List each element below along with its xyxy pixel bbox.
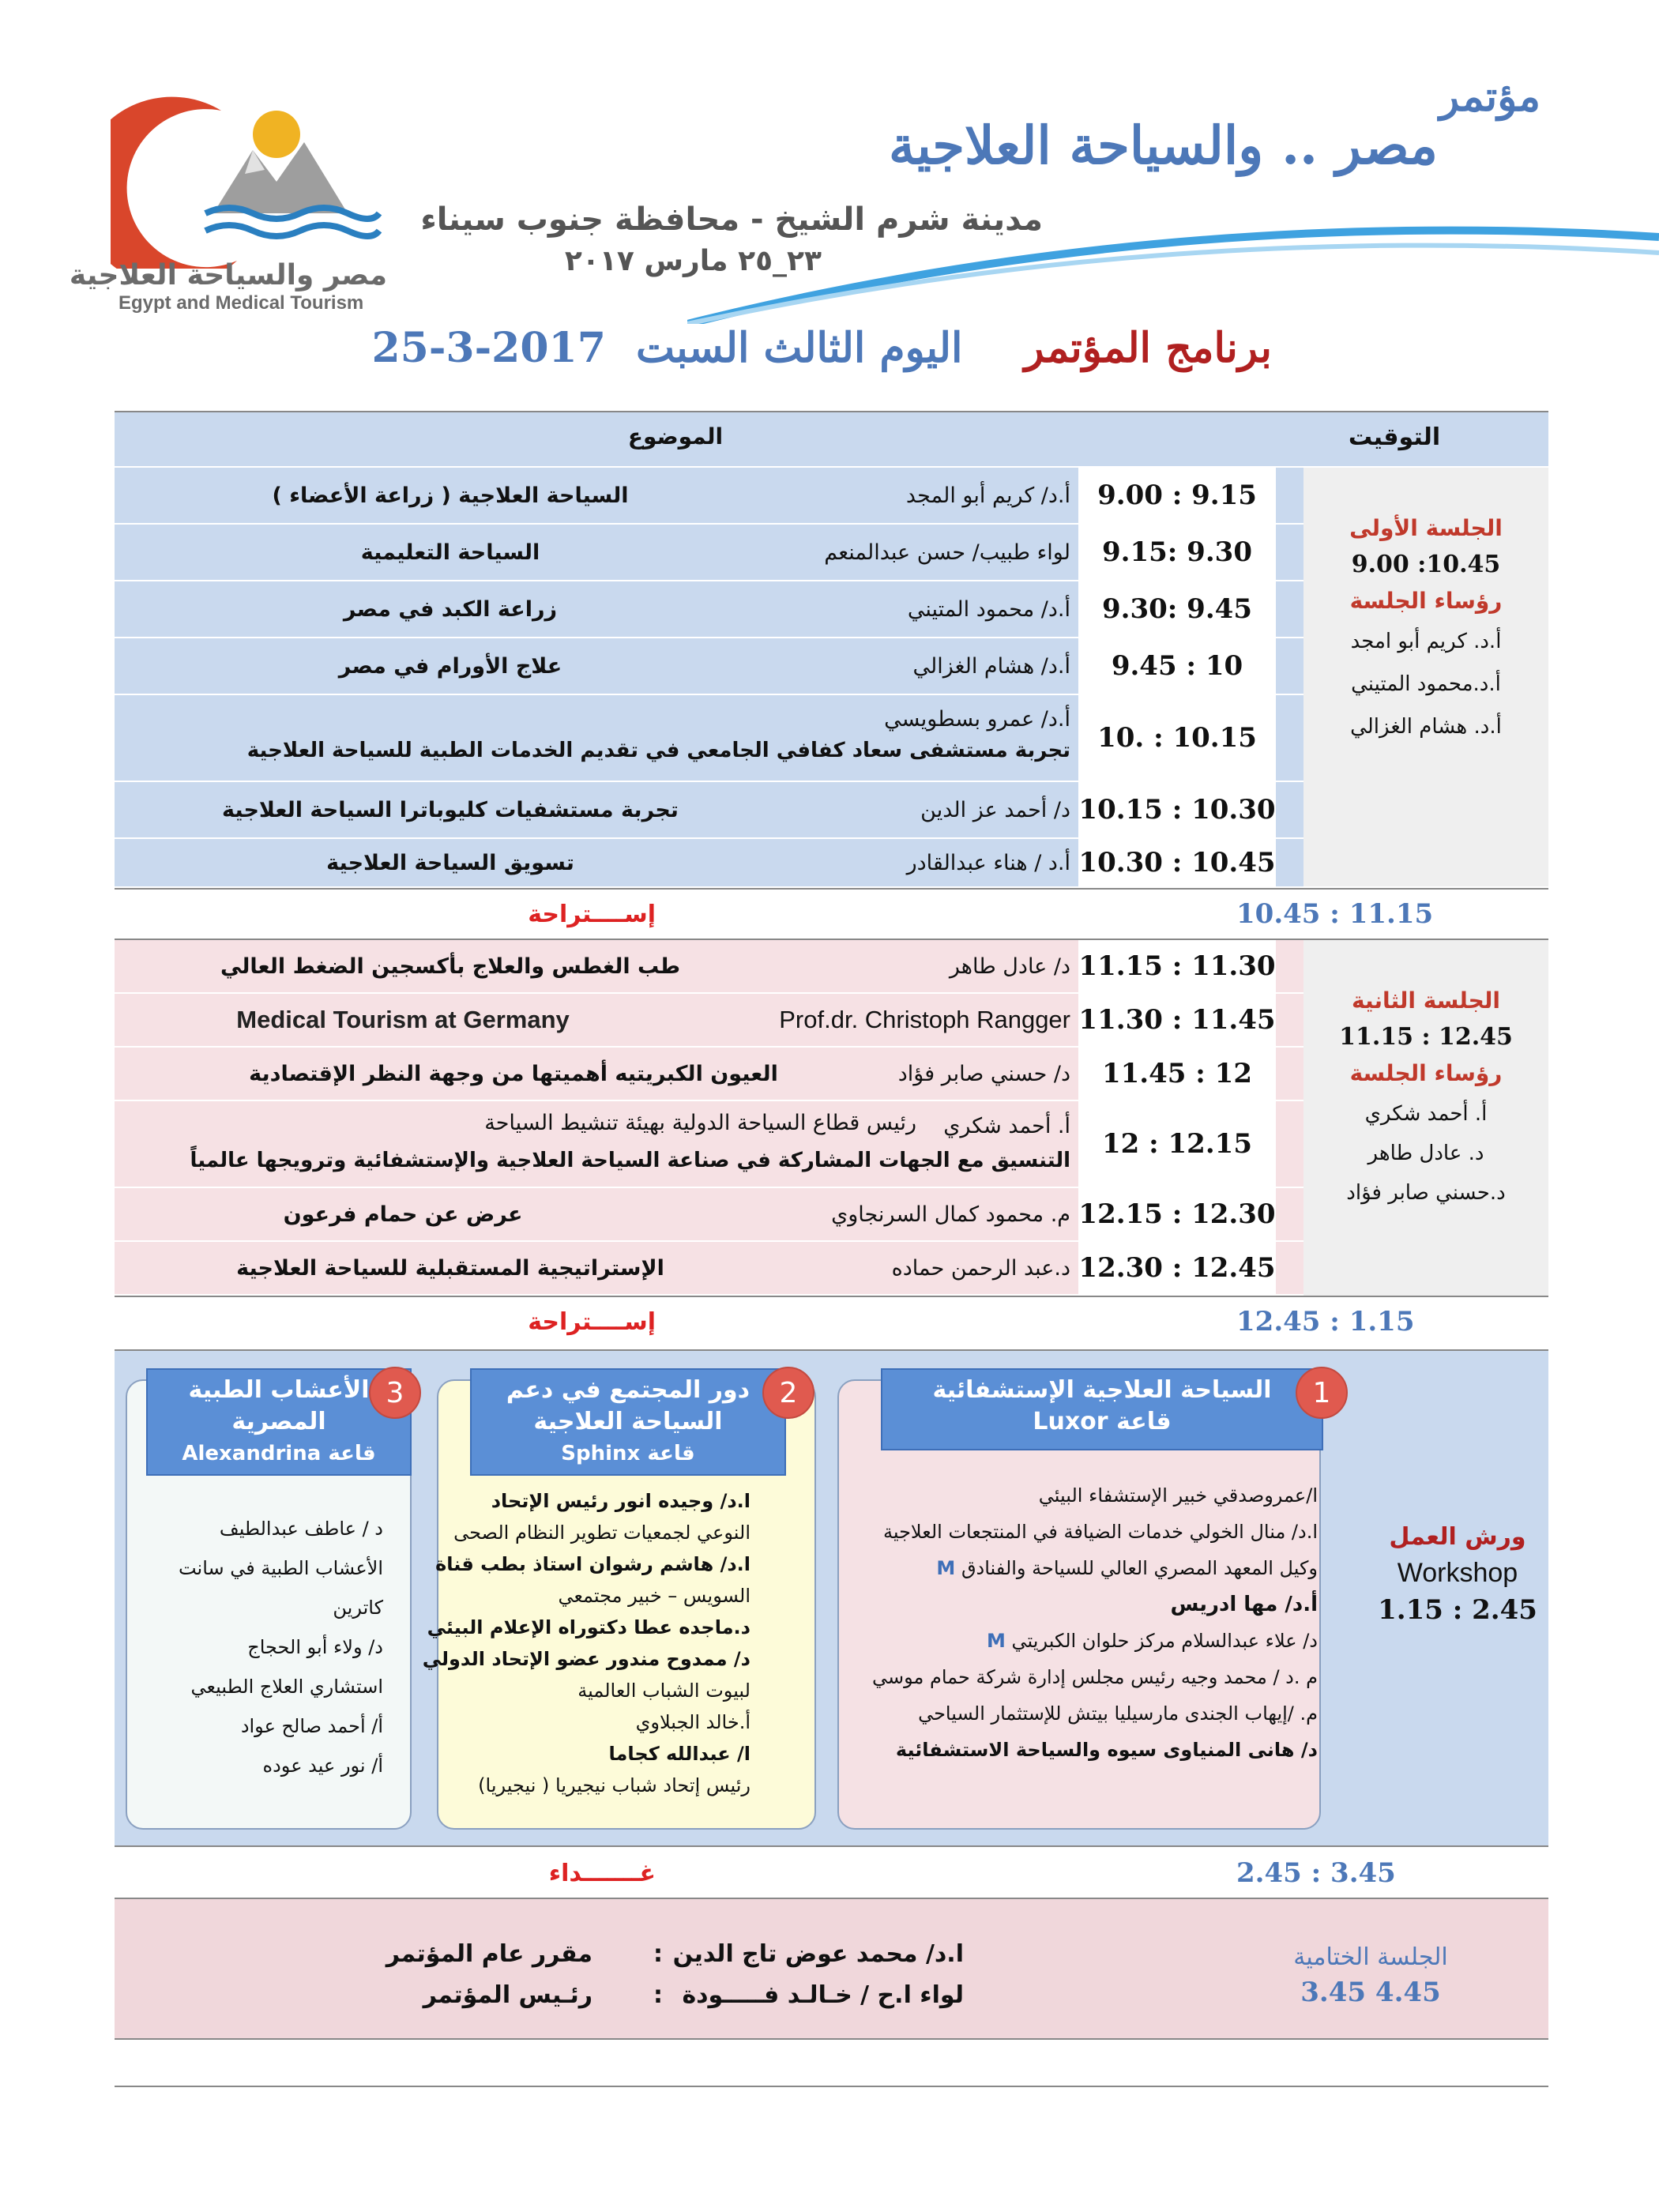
row-topic: التنسيق مع الجهات المشاركة في صناعة السياحة العلاجية والإستشفائية وترويجها عالمياً	[190, 1149, 1070, 1172]
break-row	[115, 890, 1548, 939]
row-topic: Medical Tourism at Germany	[236, 1006, 570, 1033]
list-item: د/ ممدوح مندور عضو الإتحاد الدولي	[422, 1648, 750, 1670]
closing-separator: :	[653, 1940, 663, 1968]
session1-chair: أ.د.محمود المتيني	[1351, 672, 1501, 696]
row-time: 11.45 : 12	[1078, 1048, 1276, 1100]
row-topic: الإستراتيجية المستقبلية للسياحة العلاجية	[236, 1255, 664, 1281]
row-speaker: أ.د/ هشام الغزالي	[912, 653, 1070, 679]
row-speaker-role: رئيس قطاع السياحة الدولية بهيئة تنشيط السياحة	[484, 1111, 916, 1135]
session2-time: 11.15 : 12.45	[1339, 1023, 1513, 1051]
list-item: د.ماجده عطا دكتوراه الإعلام البيئي	[427, 1616, 750, 1638]
row-time: 12 : 12.15	[1078, 1101, 1276, 1187]
table-row	[115, 1048, 1304, 1101]
lunch-label: غـــــــداء	[548, 1859, 656, 1887]
row-speaker: أ. أحمد شكري	[943, 1113, 1070, 1138]
header-timing: التوقيت	[1348, 423, 1441, 451]
list-item: ا/ عبدالله كجاما	[608, 1743, 750, 1765]
day-label: اليوم الثالث السبت	[636, 324, 963, 372]
list-item: ا/عمروصدقي خبير الإستشفاء البيئي	[1038, 1484, 1318, 1507]
program-heading	[371, 324, 1272, 387]
list-item: ا.د/ منال الخولي خدمات الضيافة في المنتجعات العلاجية	[882, 1521, 1318, 1543]
closing-role: رئـيس المؤتمر	[423, 1981, 592, 2009]
workshop-header-2	[470, 1368, 786, 1476]
session2-chair: د. عادل طاهر	[1367, 1142, 1484, 1165]
row-topic: السياحة التعليمية	[360, 540, 540, 565]
list-item: د / عاطف عبدالطيف	[219, 1518, 383, 1540]
row-topic: طب الغطس والعلاج بأكسجين الضغط العالي	[220, 954, 681, 979]
break-label: إســــتراحة	[528, 1307, 656, 1336]
closing-title: الجلسة الختامية	[1293, 1943, 1448, 1971]
row-time: 10. : 10.15	[1078, 695, 1276, 781]
row-speaker: د/ عادل طاهر	[949, 954, 1070, 979]
session1-chairs-label: رؤساء الجلسة	[1349, 588, 1503, 614]
list-item: أ/ أحمد صالح عواد	[240, 1715, 383, 1737]
break-row	[115, 1297, 1548, 1346]
workshop-list-3	[179, 1509, 383, 1785]
conference-title: مصر .. والسياحة العلاجية	[888, 115, 1438, 176]
list-item: السويس – خبير مجتمعي	[558, 1585, 750, 1607]
row-time: 11.15 : 11.30	[1078, 940, 1276, 992]
break-time: 10.45 : 11.15	[1236, 898, 1434, 930]
list-item: استشاري العلاج الطبيعي	[190, 1676, 383, 1698]
table-row	[115, 581, 1304, 638]
day-date: 25-3-2017	[371, 324, 606, 372]
workshop-list-1	[872, 1477, 1318, 1768]
session1-chair: أ.د. كريم أبو امجد	[1350, 630, 1502, 653]
table-row	[115, 1242, 1304, 1296]
row-time: 9.30: 9.45	[1078, 581, 1276, 637]
session2-chairs-label: رؤساء الجلسة	[1349, 1060, 1503, 1086]
row-topic: عرض عن حمام فرعون	[283, 1202, 523, 1227]
row-topic: العيون الكبريتيه أهميتها من وجهة النظر الإقتصادية	[249, 1061, 778, 1086]
list-item: د/ هانى المنياوى سيوه والسياحة الاستشفائية	[895, 1739, 1318, 1761]
row-topic: تجربة مستشفى سعاد كفافي الجامعي في تقديم الخدمات الطبية للسياحة العلاجية	[246, 739, 1070, 762]
row-speaker: أ.د/ محمود المتيني	[907, 596, 1070, 622]
row-time: 10.30 : 10.45	[1078, 839, 1276, 886]
list-item: وكيل المعهد المصري العالي للسياحة والفنادق M	[936, 1557, 1318, 1579]
row-topic: السياحة العلاجية ( زراعة الأعضاء )	[272, 483, 629, 508]
row-time: 12.15 : 12.30	[1078, 1188, 1276, 1240]
workshop-title: دور المجتمع في دعم السياحة العلاجية	[506, 1376, 750, 1435]
row-topic: زراعة الكبد في مصر	[343, 596, 558, 622]
row-speaker: أ.د / هناء عبدالقادر	[906, 850, 1070, 875]
list-item: لبيوت الشباب العالمية	[577, 1680, 750, 1702]
row-time: 9.45 : 10	[1078, 638, 1276, 694]
table-row	[115, 638, 1304, 695]
row-time: 11.30 : 11.45	[1078, 994, 1276, 1046]
session1-time: 9.00 :10.45	[1351, 551, 1501, 578]
row-topic: تجربة مستشفيات كليوباترا السياحة العلاجية	[222, 797, 679, 822]
closing-time: 3.45 4.45	[1300, 1977, 1441, 2008]
table-header	[115, 411, 1548, 466]
row-speaker: د/ حسني صابر فؤاد	[897, 1061, 1070, 1086]
workshop-hall: قاعة Alexandrina	[182, 1442, 376, 1465]
table-row	[115, 695, 1304, 782]
workshop-header-1	[881, 1368, 1323, 1450]
closing-separator: :	[653, 1981, 663, 2009]
row-time: 10.15 : 10.30	[1078, 782, 1276, 837]
logo-graphic-icon	[111, 95, 411, 269]
closing-name: لواء ا.ح / خـالـد فـــــودة	[682, 1981, 964, 2009]
logo-arabic-text: مصر والسياحة العلاجية	[69, 259, 387, 292]
table-row	[115, 839, 1304, 888]
session2-box	[1304, 940, 1548, 1296]
table-row	[115, 468, 1304, 525]
row-speaker: م. محمود كمال السرنجاوي	[831, 1202, 1070, 1227]
row-speaker: لواء طبيب/ حسن عبدالمنعم	[824, 540, 1070, 565]
list-item: النوعي لجمعيات تطوير النظام الصحى	[453, 1522, 750, 1544]
lunch-time: 2.45 : 3.45	[1236, 1857, 1396, 1889]
closing-name: ا.د/ محمد عوض تاج الدين	[672, 1940, 964, 1968]
table-row	[115, 940, 1304, 994]
session2-chair: أ. أحمد شكري	[1364, 1102, 1488, 1126]
table-row	[115, 1188, 1304, 1242]
row-speaker: أ.د/ عمرو بسطويسي	[884, 706, 1070, 732]
session2-title: الجلسة الثانية	[1352, 988, 1500, 1014]
break-label: إســــتراحة	[528, 900, 656, 928]
list-item: الأعشاب الطبية في سانت	[178, 1557, 383, 1579]
list-item: ا.د/ هاشم رشوان استاذ بطب قناة	[435, 1553, 750, 1575]
row-time: 12.30 : 12.45	[1078, 1242, 1276, 1294]
workshop-hall: قاعة Sphinx	[561, 1442, 695, 1465]
table-row	[115, 1101, 1304, 1188]
break-time: 12.45 : 1.15	[1236, 1306, 1415, 1337]
workshop-title: السياحة العلاجية الإستشفائية	[932, 1376, 1272, 1404]
workshop-hall: قاعة Luxor	[1033, 1408, 1172, 1435]
row-topic: تسويق السياحة العلاجية	[326, 850, 574, 875]
header-topic: الموضوع	[627, 423, 724, 450]
location-text: مدينة شرم الشيخ - محافظة جنوب سيناء	[420, 201, 1043, 238]
list-item: رئيس إتحاد شباب نيجيريا ( نيجيريا)	[478, 1774, 750, 1796]
session2-chair: د.حسني صابر فؤاد	[1346, 1181, 1506, 1205]
session1-title: الجلسة الأولى	[1349, 515, 1503, 541]
logo-english-text: Egypt and Medical Tourism	[118, 292, 364, 314]
table-row	[115, 782, 1304, 839]
workshops-time: 1.15 : 2.45	[1378, 1594, 1537, 1626]
row-speaker: أ.د/ كريم أبو المجد	[905, 483, 1070, 508]
workshop-number-badge: 3	[369, 1367, 421, 1419]
list-item: ا.د/ وجيده انور رئيس الإتحاد	[491, 1490, 750, 1512]
workshop-number-badge: 2	[762, 1367, 814, 1419]
workshop-number-badge: 1	[1296, 1367, 1348, 1419]
session1-box	[1304, 468, 1548, 886]
list-item: أ/ نور عيد عوده	[262, 1755, 383, 1777]
list-item: م .د / محمد وجيه رئيس مجلس إدارة شركة حمام موسي	[872, 1666, 1318, 1688]
list-item: د/ علاء عبدالسلام مركز حلوان الكبريتي M	[987, 1630, 1318, 1652]
table-row	[115, 994, 1304, 1048]
row-speaker: Prof.dr. Christoph Rangger	[779, 1006, 1070, 1033]
workshops-label: ورش العمل	[1389, 1523, 1526, 1551]
program-label: برنامج المؤتمر	[1024, 324, 1272, 372]
table-row	[115, 525, 1304, 581]
list-item: أ.خالد الجبلاوي	[635, 1711, 750, 1733]
row-time: 9.15: 9.30	[1078, 525, 1276, 580]
row-time: 9.00 : 9.15	[1078, 468, 1276, 523]
list-item: م. /إيهاب الجندى مارسيليا بيتش للإستثمار السياحي	[918, 1702, 1318, 1725]
workshops-section	[115, 1349, 1548, 1847]
logo	[69, 95, 411, 316]
workshop-title: الأعشاب الطبية المصرية	[188, 1376, 370, 1435]
dates-text: ٢٣_٢٥ مارس ٢٠١٧	[564, 245, 822, 277]
workshops-label-en: Workshop	[1397, 1558, 1518, 1588]
list-item: أ.د/ مها ادريس	[1170, 1593, 1318, 1616]
divider	[115, 2086, 1548, 2087]
list-item: كاترين	[333, 1597, 383, 1619]
closing-role: مقرر عام المؤتمر	[386, 1940, 592, 1968]
conference-label: مؤتمر	[1439, 73, 1540, 121]
session1-chair: أ.د. هشام الغزالي	[1350, 715, 1502, 739]
row-speaker: د.عبد الرحمن حماده	[891, 1255, 1070, 1281]
lunch-row	[115, 1849, 1548, 1898]
row-topic: علاج الأورام في مصر	[338, 653, 562, 679]
closing-section	[115, 1898, 1548, 2040]
row-speaker: د/ أحمد عز الدين	[920, 797, 1070, 822]
list-item: د/ ولاء أبو الحجاج	[247, 1636, 383, 1658]
workshop-list-2	[423, 1485, 750, 1801]
